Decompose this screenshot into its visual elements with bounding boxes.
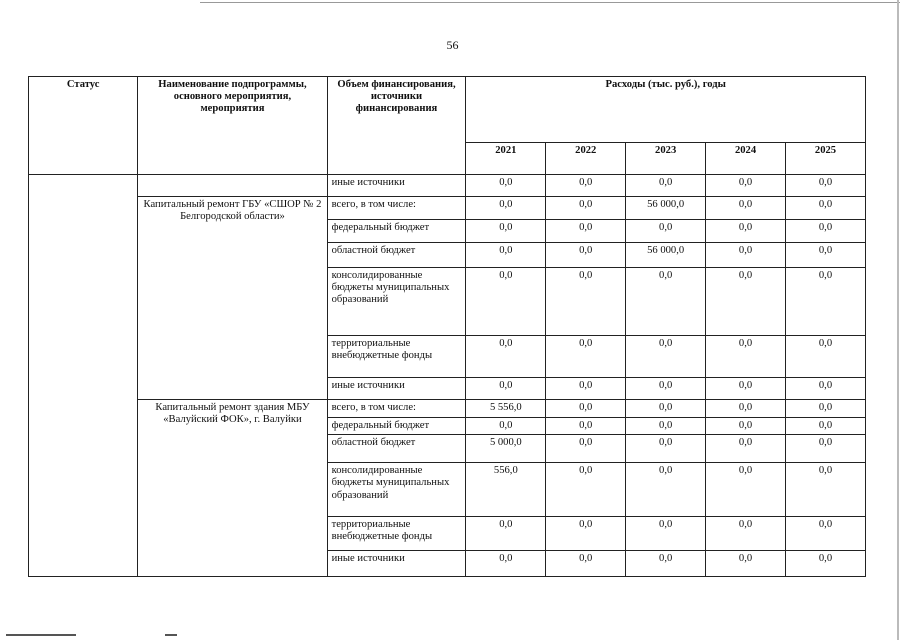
amount-cell: 0,0 xyxy=(706,268,786,336)
funding-table xyxy=(28,76,866,577)
amount-cell: 0,0 xyxy=(626,435,706,463)
funding-source-cell: консолидированные бюджеты муниципальных образований xyxy=(327,268,466,336)
amount-cell: 556,0 xyxy=(466,463,546,517)
header-year: 2022 xyxy=(546,143,626,175)
amount-cell: 5 556,0 xyxy=(466,400,546,418)
amount-cell: 0,0 xyxy=(626,418,706,435)
funding-source-cell: всего, в том числе: xyxy=(327,400,466,418)
amount-cell: 0,0 xyxy=(466,220,546,243)
amount-cell: 0,0 xyxy=(626,517,706,551)
amount-cell: 0,0 xyxy=(706,400,786,418)
scan-artifact-bottom xyxy=(165,634,177,636)
amount-cell: 0,0 xyxy=(786,378,866,400)
amount-cell: 0,0 xyxy=(706,418,786,435)
amount-cell: 0,0 xyxy=(786,243,866,268)
funding-source-cell: областной бюджет xyxy=(327,243,466,268)
amount-cell: 0,0 xyxy=(786,435,866,463)
amount-cell: 0,0 xyxy=(466,551,546,577)
funding-source-cell: территориальные внебюджетные фонды xyxy=(327,336,466,378)
header-year: 2021 xyxy=(466,143,546,175)
amount-cell: 0,0 xyxy=(546,551,626,577)
header-year: 2024 xyxy=(706,143,786,175)
amount-cell: 0,0 xyxy=(466,175,546,197)
funding-source-cell: территориальные внебюджетные фонды xyxy=(327,517,466,551)
activity-name-cell: Капитальный ремонт ГБУ «СШОР № 2 Белгородской области» xyxy=(138,197,327,400)
amount-cell: 0,0 xyxy=(466,268,546,336)
amount-cell: 0,0 xyxy=(546,400,626,418)
amount-cell: 0,0 xyxy=(546,418,626,435)
amount-cell: 0,0 xyxy=(546,268,626,336)
amount-cell: 0,0 xyxy=(706,435,786,463)
header-expenses: Расходы (тыс. руб.), годы xyxy=(466,77,866,143)
header-year: 2025 xyxy=(786,143,866,175)
amount-cell: 0,0 xyxy=(626,463,706,517)
amount-cell: 0,0 xyxy=(706,463,786,517)
amount-cell: 0,0 xyxy=(786,197,866,220)
amount-cell: 0,0 xyxy=(706,336,786,378)
amount-cell: 0,0 xyxy=(786,463,866,517)
funding-source-cell: иные источники xyxy=(327,175,466,197)
amount-cell: 56 000,0 xyxy=(626,243,706,268)
table-body xyxy=(29,175,866,577)
amount-cell: 0,0 xyxy=(706,551,786,577)
amount-cell: 0,0 xyxy=(626,336,706,378)
amount-cell: 0,0 xyxy=(546,517,626,551)
header-name: Наименование подпрограммы, основного мероприятия, мероприятия xyxy=(138,77,327,175)
amount-cell: 0,0 xyxy=(626,220,706,243)
amount-cell: 0,0 xyxy=(786,418,866,435)
amount-cell: 0,0 xyxy=(786,517,866,551)
table-row xyxy=(29,175,866,197)
header-year: 2023 xyxy=(626,143,706,175)
amount-cell: 0,0 xyxy=(546,243,626,268)
funding-source-cell: иные источники xyxy=(327,378,466,400)
amount-cell: 0,0 xyxy=(786,400,866,418)
amount-cell: 0,0 xyxy=(466,418,546,435)
amount-cell: 0,0 xyxy=(466,336,546,378)
activity-name-cell xyxy=(138,175,327,197)
amount-cell: 5 000,0 xyxy=(466,435,546,463)
funding-source-cell: консолидированные бюджеты муниципальных образований xyxy=(327,463,466,517)
amount-cell: 0,0 xyxy=(786,268,866,336)
funding-source-cell: федеральный бюджет xyxy=(327,220,466,243)
header-source: Объем финансирования, источники финансирования xyxy=(327,77,466,175)
funding-source-cell: иные источники xyxy=(327,551,466,577)
page-number: 56 xyxy=(446,38,459,52)
scan-artifact-edge xyxy=(897,0,899,640)
amount-cell: 0,0 xyxy=(546,336,626,378)
amount-cell: 0,0 xyxy=(786,220,866,243)
amount-cell: 0,0 xyxy=(626,378,706,400)
amount-cell: 0,0 xyxy=(626,175,706,197)
amount-cell: 0,0 xyxy=(626,551,706,577)
amount-cell: 0,0 xyxy=(546,220,626,243)
scan-artifact-top xyxy=(200,2,900,3)
amount-cell: 0,0 xyxy=(626,400,706,418)
scan-artifact-bottom xyxy=(6,634,76,636)
amount-cell: 0,0 xyxy=(466,378,546,400)
amount-cell: 0,0 xyxy=(786,551,866,577)
amount-cell: 0,0 xyxy=(626,268,706,336)
amount-cell: 0,0 xyxy=(466,197,546,220)
table-row xyxy=(29,400,866,418)
amount-cell: 0,0 xyxy=(546,435,626,463)
amount-cell: 0,0 xyxy=(706,220,786,243)
header-status: Статус xyxy=(29,77,138,175)
amount-cell: 0,0 xyxy=(546,463,626,517)
amount-cell: 0,0 xyxy=(466,243,546,268)
funding-source-cell: областной бюджет xyxy=(327,435,466,463)
amount-cell: 0,0 xyxy=(706,175,786,197)
amount-cell: 0,0 xyxy=(706,517,786,551)
amount-cell: 0,0 xyxy=(546,378,626,400)
amount-cell: 0,0 xyxy=(706,243,786,268)
amount-cell: 0,0 xyxy=(466,517,546,551)
funding-source-cell: федеральный бюджет xyxy=(327,418,466,435)
funding-source-cell: всего, в том числе: xyxy=(327,197,466,220)
activity-name-cell: Капитальный ремонт здания МБУ «Валуйский ФОК», г. Валуйки xyxy=(138,400,327,577)
amount-cell: 0,0 xyxy=(706,197,786,220)
amount-cell: 0,0 xyxy=(546,197,626,220)
amount-cell: 0,0 xyxy=(786,336,866,378)
table-row xyxy=(29,197,866,220)
amount-cell: 0,0 xyxy=(786,175,866,197)
amount-cell: 56 000,0 xyxy=(626,197,706,220)
amount-cell: 0,0 xyxy=(546,175,626,197)
status-cell xyxy=(29,175,138,577)
amount-cell: 0,0 xyxy=(706,378,786,400)
